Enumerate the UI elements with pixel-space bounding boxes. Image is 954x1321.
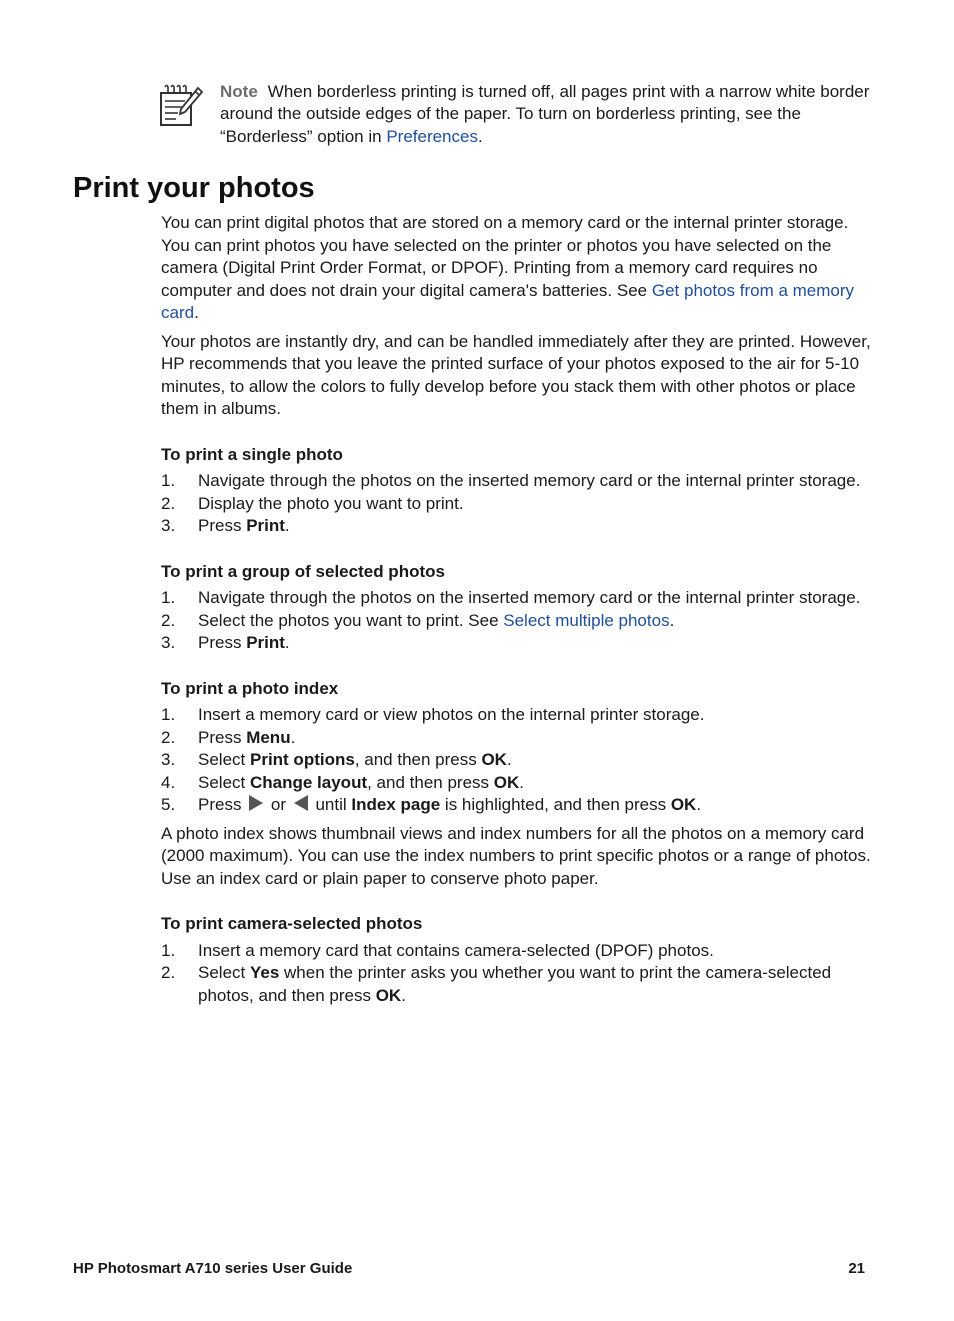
footer-title: HP Photosmart A710 series User Guide (73, 1260, 353, 1277)
group-photos-steps (161, 587, 871, 655)
list-item: 1. Insert a memory card that contains camera-selected (DPOF) photos. (161, 940, 714, 960)
note-box: Note When borderless printing is turned off, all pages print with a narrow white border around the outside edges of the paper. To turn on borderless printing, see the “Borderless” option in Preferences. (220, 82, 870, 146)
list-item: 4. Select Change layout, and then press OK. (161, 772, 524, 792)
list-item: 1. Navigate through the photos on the inserted memory card or the internal printer storage. (161, 471, 861, 490)
list-item: 2. Select Yes when the printer asks you whether you want to print the camera-selected photos, and then press OK. (161, 963, 832, 1005)
list-item: 2. Display the photo you want to print. (161, 493, 464, 513)
camera-selected-steps (161, 940, 871, 1008)
list-item: 2. Select the photos you want to print. See Select multiple photos. (161, 610, 675, 630)
list-item: 2. Press Menu. (161, 727, 296, 747)
list-item: 3. Press Print. (161, 516, 290, 535)
list-item: 1. Insert a memory card or view photos on the internal printer storage. (161, 705, 705, 724)
photo-index-steps (161, 704, 871, 817)
note-label: Note (220, 82, 258, 101)
photo-index-paragraph: A photo index shows thumbnail views and index numbers for all the photos on a memory card (2000 maximum). You can use the index numbers to print specific photos or a range of photos. Use an index card or plain paper to conserve photo paper. (161, 823, 871, 888)
list-item: 1. Navigate through the photos on the inserted memory card or the internal printer storage. (161, 588, 861, 607)
single-photo-heading: To print a single photo (161, 444, 343, 464)
right-arrow-icon (249, 795, 263, 811)
note-text: When borderless printing is turned off, all pages print with a narrow white border around the outside edges of the paper. To turn on borderless printing, see the “Borderless” option in (220, 82, 870, 146)
camera-selected-heading: To print camera-selected photos (161, 914, 423, 933)
single-photo-steps (161, 470, 871, 538)
intro-paragraph-2: Your photos are instantly dry, and can be handled immediately after they are printed. However, HP recommends that you leave the printed surface of your photos exposed to the air for 5-10 minutes, to allow the colors to fully develop before you stack them with other photos or place them in albums. (161, 331, 871, 418)
list-item: 3. Press Print. (161, 633, 290, 652)
intro-paragraph-1: You can print digital photos that are stored on a memory card or the internal printer storage. You can print photos you have selected on the printer or photos you have selected on the camera (Digital Print Order Format, or DPOF). Printing from a memory card requires no computer and does not drain your digital camera's batteries. See Get photos from a memory card. (161, 213, 855, 322)
main-content (161, 212, 871, 1013)
group-photos-heading: To print a group of selected photos (161, 561, 445, 581)
photo-index-heading: To print a photo index (161, 678, 339, 698)
page-title: Print your photos (73, 172, 315, 204)
note-icon (158, 84, 204, 128)
select-multiple-photos-link[interactable]: Select multiple photos (503, 610, 670, 630)
left-arrow-icon (294, 795, 308, 811)
preferences-link[interactable]: Preferences (386, 126, 478, 146)
get-photos-link[interactable]: Get photos from a memory card (161, 280, 855, 322)
list-item: 5. Press or until Index page is highlighted, and then press OK. (161, 795, 702, 814)
page-number: 21 (848, 1260, 865, 1277)
list-item: 3. Select Print options, and then press OK. (161, 750, 512, 769)
